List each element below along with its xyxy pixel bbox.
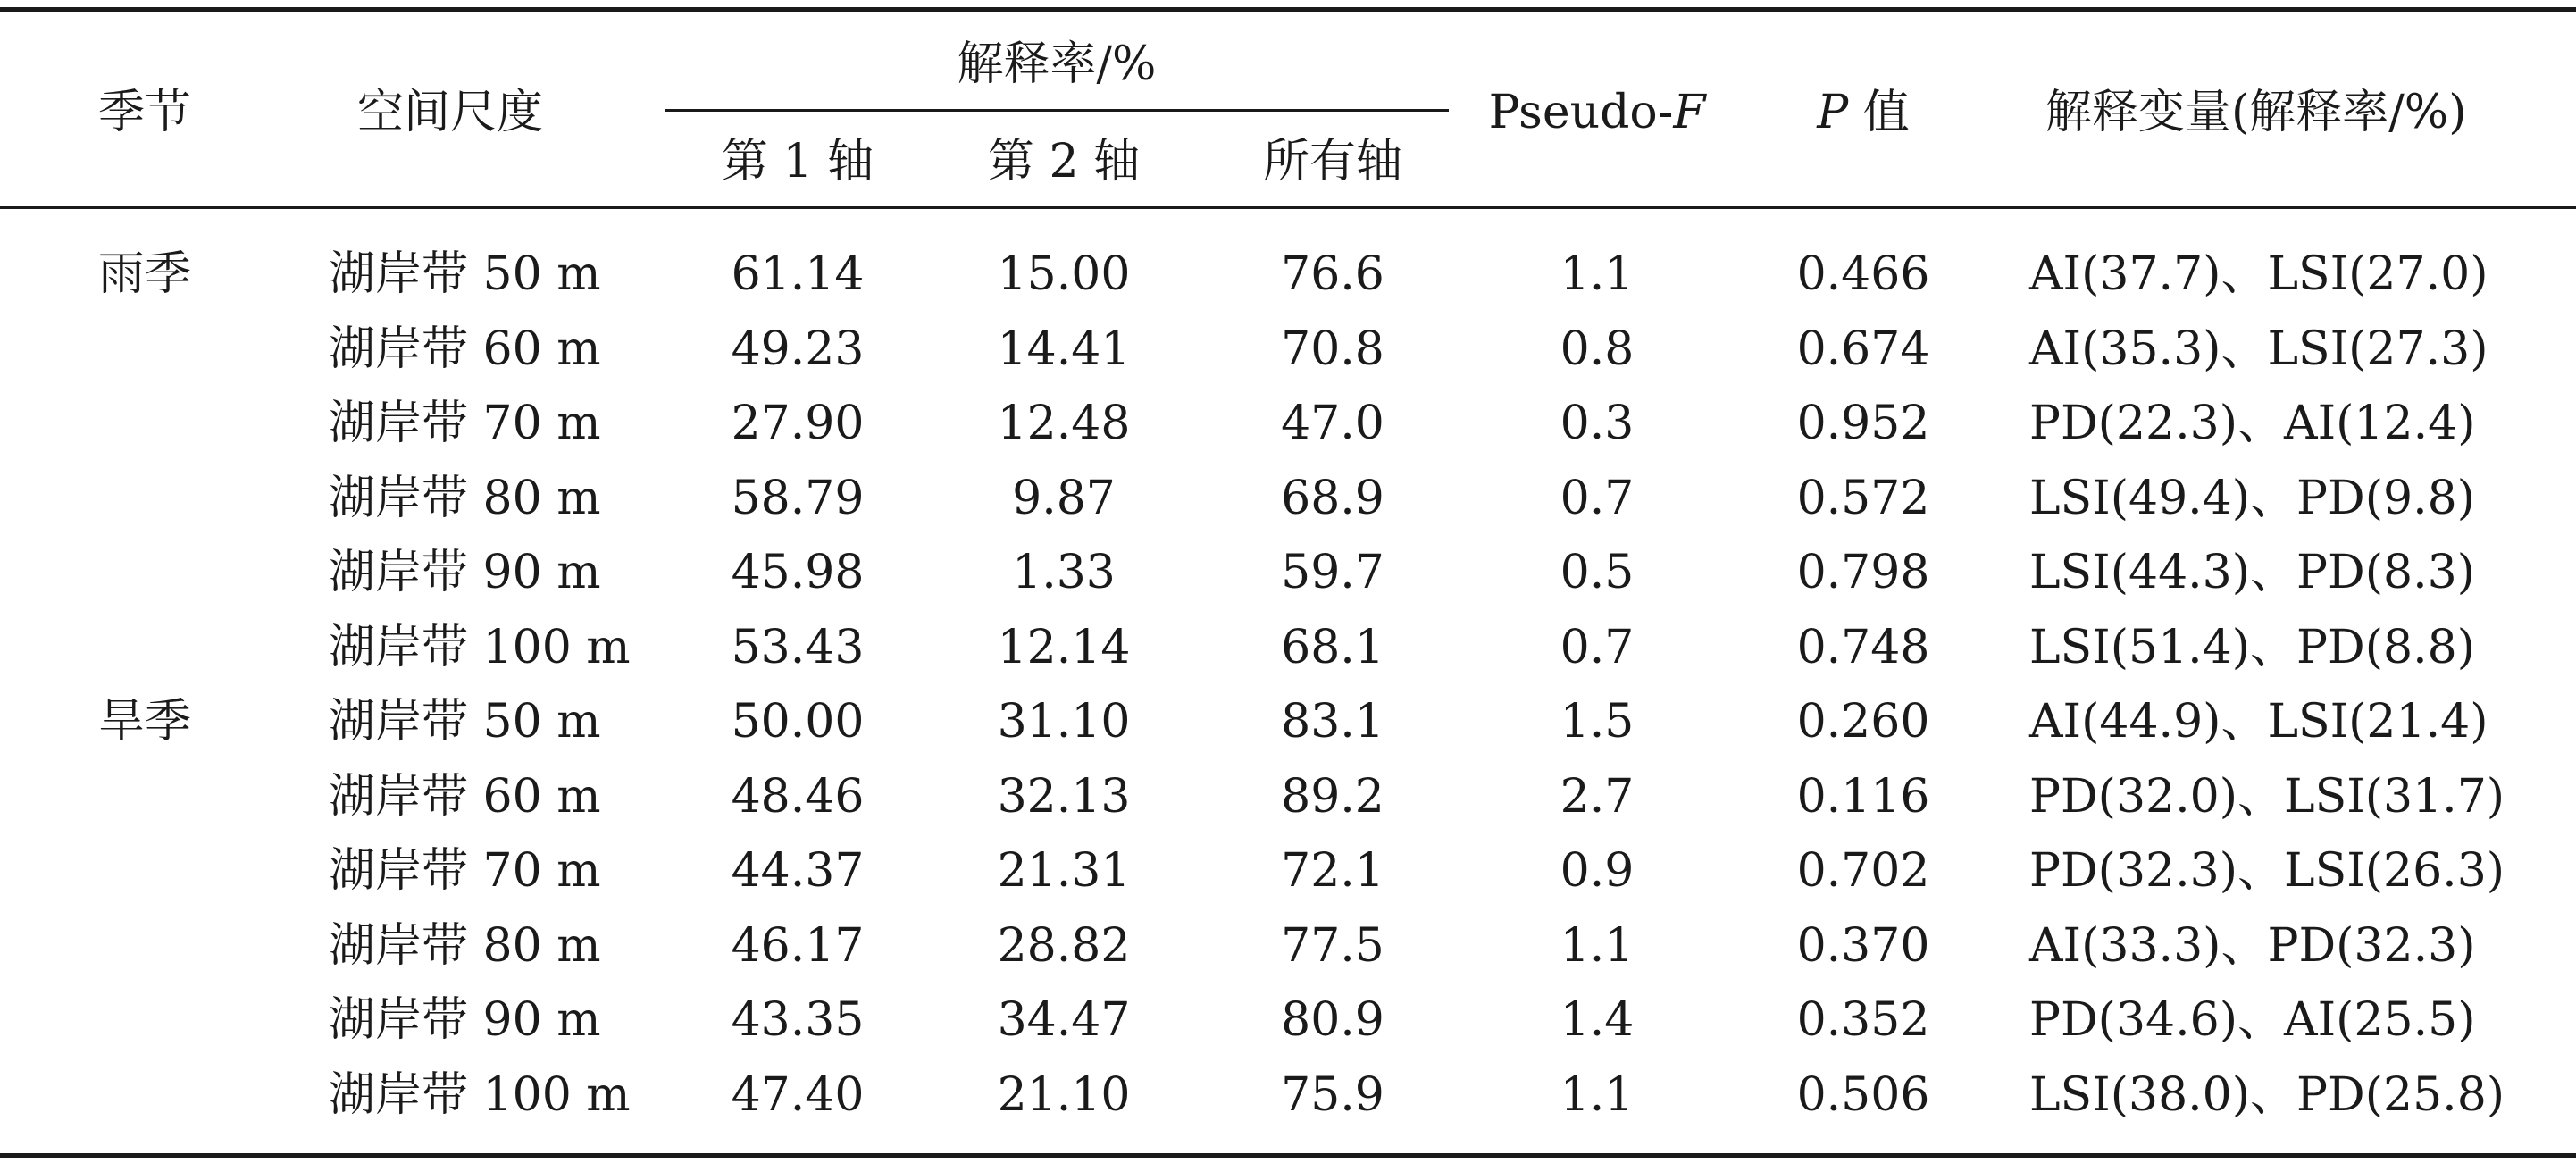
axis2-cell: 21.31 bbox=[997, 844, 1131, 898]
header-p-value bbox=[1817, 86, 1910, 139]
scale-cell: 湖岸带 100 m bbox=[329, 1067, 631, 1122]
axis1-cell: 45.98 bbox=[731, 546, 865, 599]
variables-cell: LSI(44.3)、PD(8.3) bbox=[2029, 546, 2476, 599]
season-cell: 雨季 bbox=[98, 247, 192, 301]
pseudo-f-cell: 1.1 bbox=[1560, 918, 1635, 973]
header-pseudo-f bbox=[1488, 86, 1706, 139]
variables-cell: PD(34.6)、AI(25.5) bbox=[2029, 993, 2476, 1047]
p-value-cell: 0.352 bbox=[1796, 993, 1930, 1047]
all-axes-cell: 70.8 bbox=[1281, 322, 1384, 376]
header-all-axes: 所有轴 bbox=[1262, 135, 1403, 188]
p-value-cell: 0.952 bbox=[1796, 397, 1930, 450]
axis1-cell: 58.79 bbox=[731, 471, 865, 525]
scale-cell: 湖岸带 90 m bbox=[329, 993, 601, 1047]
pseudo-f-cell: 0.9 bbox=[1560, 844, 1635, 898]
all-axes-cell: 89.2 bbox=[1281, 769, 1384, 824]
header-bottom-rule bbox=[0, 206, 2576, 209]
p-value-cell: 0.506 bbox=[1796, 1067, 1930, 1122]
scale-cell: 湖岸带 60 m bbox=[329, 769, 601, 824]
pseudo-f-cell: 1.1 bbox=[1560, 1067, 1635, 1122]
pseudo-f-cell: 1.1 bbox=[1560, 247, 1635, 301]
axis1-cell: 53.43 bbox=[731, 620, 865, 674]
all-axes-cell: 80.9 bbox=[1281, 993, 1384, 1047]
axis1-cell: 49.23 bbox=[731, 322, 865, 376]
axis2-cell: 12.14 bbox=[997, 620, 1131, 674]
p-value-cell: 0.798 bbox=[1796, 546, 1930, 599]
variables-cell: AI(35.3)、LSI(27.3) bbox=[2029, 322, 2488, 376]
axis1-cell: 43.35 bbox=[731, 993, 865, 1047]
p-value-cell: 0.116 bbox=[1796, 769, 1930, 824]
pseudo-f-cell: 0.8 bbox=[1560, 322, 1635, 376]
p-value-cell: 0.702 bbox=[1796, 844, 1930, 898]
scale-cell: 湖岸带 50 m bbox=[329, 247, 601, 301]
all-axes-cell: 68.9 bbox=[1281, 471, 1384, 525]
variables-cell: AI(33.3)、PD(32.3) bbox=[2029, 918, 2476, 973]
scale-cell: 湖岸带 80 m bbox=[329, 471, 601, 525]
season-cell: 旱季 bbox=[98, 695, 192, 749]
p-value-cell: 0.260 bbox=[1796, 695, 1930, 749]
explain-group-rule bbox=[665, 109, 1449, 112]
scale-cell: 湖岸带 70 m bbox=[329, 397, 601, 450]
all-axes-cell: 75.9 bbox=[1281, 1067, 1384, 1122]
header-scale: 空间尺度 bbox=[356, 86, 544, 139]
variables-cell: LSI(38.0)、PD(25.8) bbox=[2029, 1067, 2505, 1122]
pseudo-f-cell: 2.7 bbox=[1560, 769, 1635, 824]
all-axes-cell: 83.1 bbox=[1281, 695, 1384, 749]
variables-cell: PD(32.3)、LSI(26.3) bbox=[2029, 844, 2505, 898]
variables-cell: PD(32.0)、LSI(31.7) bbox=[2029, 769, 2505, 824]
axis1-cell: 47.40 bbox=[731, 1067, 865, 1122]
p-value-cell: 0.748 bbox=[1796, 620, 1930, 674]
axis2-cell: 28.82 bbox=[997, 918, 1131, 973]
header-axis2: 第 2 轴 bbox=[987, 135, 1141, 188]
variables-cell: AI(37.7)、LSI(27.0) bbox=[2029, 247, 2488, 301]
axis1-cell: 46.17 bbox=[731, 918, 865, 973]
all-axes-cell: 77.5 bbox=[1281, 918, 1384, 973]
scale-cell: 湖岸带 50 m bbox=[329, 695, 601, 749]
pseudo-f-cell: 1.5 bbox=[1560, 695, 1635, 749]
header-pseudo-f-letter: F bbox=[1673, 86, 1706, 139]
scale-cell: 湖岸带 60 m bbox=[329, 322, 601, 376]
pseudo-f-cell: 1.4 bbox=[1560, 993, 1635, 1047]
pseudo-f-cell: 0.7 bbox=[1560, 620, 1635, 674]
scale-cell: 湖岸带 100 m bbox=[329, 620, 631, 674]
p-value-cell: 0.674 bbox=[1796, 322, 1930, 376]
table-bottom-rule bbox=[0, 1153, 2576, 1158]
header-season: 季节 bbox=[98, 86, 192, 139]
pseudo-f-cell: 0.5 bbox=[1560, 546, 1635, 599]
axis2-cell: 12.48 bbox=[997, 397, 1131, 450]
header-p-letter: P bbox=[1817, 86, 1849, 139]
axis2-cell: 14.41 bbox=[997, 322, 1131, 376]
scale-cell: 湖岸带 90 m bbox=[329, 546, 601, 599]
axis2-cell: 32.13 bbox=[997, 769, 1131, 824]
all-axes-cell: 59.7 bbox=[1281, 546, 1384, 599]
variables-cell: PD(22.3)、AI(12.4) bbox=[2029, 397, 2476, 450]
axis1-cell: 50.00 bbox=[731, 695, 865, 749]
header-variables: 解释变量(解释率/%) bbox=[2045, 86, 2467, 139]
header-p-suffix: 值 bbox=[1848, 86, 1910, 139]
header-explain-group: 解释率/% bbox=[957, 38, 1157, 91]
p-value-cell: 0.466 bbox=[1796, 247, 1930, 301]
scale-cell: 湖岸带 70 m bbox=[329, 844, 601, 898]
all-axes-cell: 72.1 bbox=[1281, 844, 1384, 898]
axis1-cell: 44.37 bbox=[731, 844, 865, 898]
variables-cell: AI(44.9)、LSI(21.4) bbox=[2029, 695, 2488, 749]
pseudo-f-cell: 0.3 bbox=[1560, 397, 1635, 450]
all-axes-cell: 47.0 bbox=[1281, 397, 1384, 450]
axis2-cell: 34.47 bbox=[997, 993, 1131, 1047]
axis1-cell: 61.14 bbox=[731, 247, 865, 301]
pseudo-f-cell: 0.7 bbox=[1560, 471, 1635, 525]
variables-cell: LSI(49.4)、PD(9.8) bbox=[2029, 471, 2476, 525]
axis2-cell: 21.10 bbox=[997, 1067, 1131, 1122]
variables-cell: LSI(51.4)、PD(8.8) bbox=[2029, 620, 2476, 674]
all-axes-cell: 68.1 bbox=[1281, 620, 1384, 674]
p-value-cell: 0.370 bbox=[1796, 918, 1930, 973]
p-value-cell: 0.572 bbox=[1796, 471, 1930, 525]
table-top-rule bbox=[0, 7, 2576, 12]
axis1-cell: 27.90 bbox=[731, 397, 865, 450]
axis2-cell: 15.00 bbox=[997, 247, 1131, 301]
axis2-cell: 31.10 bbox=[997, 695, 1131, 749]
scale-cell: 湖岸带 80 m bbox=[329, 918, 601, 973]
all-axes-cell: 76.6 bbox=[1281, 247, 1384, 301]
axis2-cell: 1.33 bbox=[1012, 546, 1116, 599]
axis1-cell: 48.46 bbox=[731, 769, 865, 824]
header-axis1: 第 1 轴 bbox=[721, 135, 874, 188]
axis2-cell: 9.87 bbox=[1012, 471, 1116, 525]
header-pseudo-prefix: Pseudo- bbox=[1488, 86, 1674, 139]
